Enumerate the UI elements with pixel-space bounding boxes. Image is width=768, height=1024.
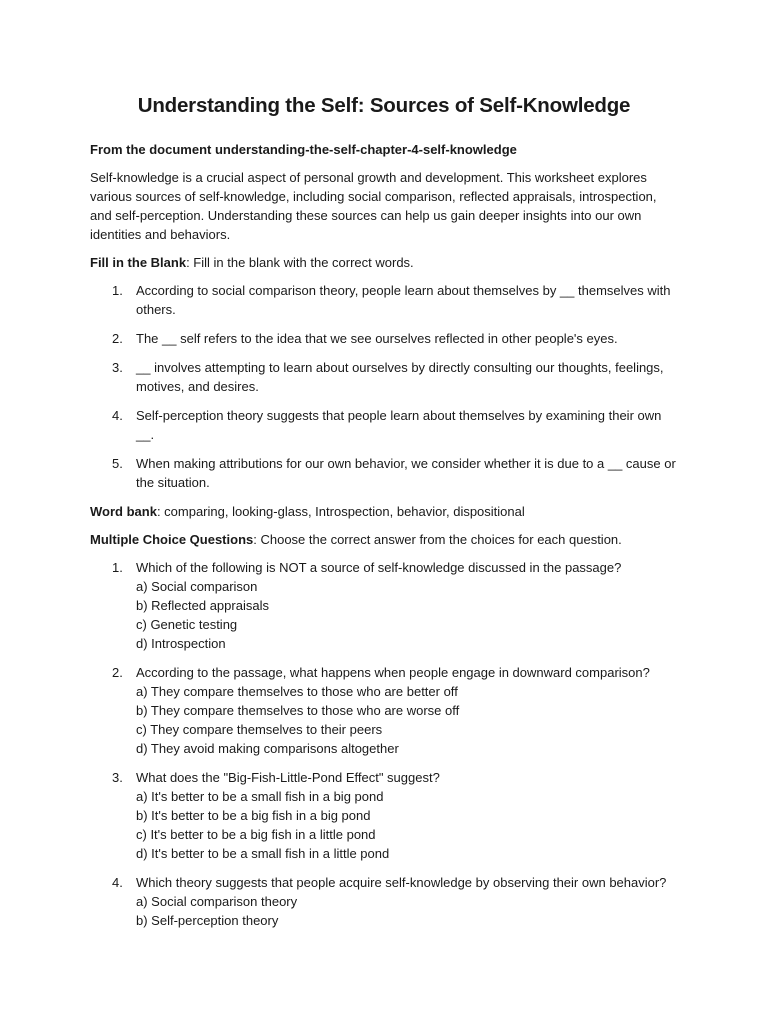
item-number: 4. [112, 408, 123, 423]
item-number: 4. [112, 875, 123, 890]
answer-option: b) Reflected appraisals [136, 598, 269, 613]
item-text: When making attributions for our own behavior, we consider whether it is due to a __ cause or the situation. [136, 456, 676, 490]
item-number: 2. [112, 331, 123, 346]
item-number: 3. [112, 770, 123, 785]
page-title: Understanding the Self: Sources of Self-Knowledge [137, 94, 631, 117]
mcq-list [90, 558, 678, 930]
question-text: Which theory suggests that people acquire self-knowledge by observing their own behavior? [136, 875, 667, 890]
fill-item [90, 406, 678, 444]
item-text: According to social comparison theory, people learn about themselves by __ themselves with others. [136, 283, 671, 317]
answer-option: d) Introspection [136, 636, 226, 651]
item-number: 1. [112, 283, 123, 298]
intro-paragraph: Self-knowledge is a crucial aspect of personal growth and development. This worksheet explores various sources of self-knowledge, including social comparison, reflected appraisals, introspection, and self-perception. Understanding these sources can help us gain deeper insights into our own identities and behaviors. [90, 170, 657, 242]
source-line: From the document understanding-the-self-chapter-4-self-knowledge [90, 142, 517, 157]
answer-option: b) Self-perception theory [136, 913, 279, 928]
fill-heading-label: Fill in the Blank [90, 255, 187, 270]
item-number: 1. [112, 560, 123, 575]
mcq-heading-label: Multiple Choice Questions [90, 532, 254, 547]
mcq-item [90, 768, 678, 863]
item-text: The __ self refers to the idea that we see ourselves reflected in other people's eyes. [136, 331, 618, 346]
answer-option: c) It's better to be a big fish in a little pond [136, 827, 376, 842]
answer-option: b) They compare themselves to those who are worse off [136, 703, 460, 718]
fill-item [90, 454, 678, 492]
answer-option: a) It's better to be a small fish in a big pond [136, 789, 384, 804]
answer-option: c) They compare themselves to their peers [136, 722, 383, 737]
mcq-section-heading [90, 530, 678, 549]
answer-option: d) It's better to be a small fish in a little pond [136, 846, 390, 861]
question-text: Which of the following is NOT a source of self-knowledge discussed in the passage? [136, 560, 622, 575]
answer-option: a) Social comparison [136, 579, 258, 594]
fill-blank-list [90, 281, 678, 492]
fill-item [90, 329, 678, 348]
item-number: 3. [112, 360, 123, 375]
mcq-item [90, 558, 678, 653]
item-number: 2. [112, 665, 123, 680]
mcq-item [90, 873, 678, 930]
question-text: According to the passage, what happens when people engage in downward comparison? [136, 665, 650, 680]
fill-item [90, 281, 678, 319]
item-number: 5. [112, 456, 123, 471]
mcq-instruction: : Choose the correct answer from the choices for each question. [253, 532, 622, 547]
item-text: __ involves attempting to learn about ourselves by directly consulting our thoughts, feelings, motives, and desires. [136, 360, 664, 394]
fill-item [90, 358, 678, 396]
mcq-item [90, 663, 678, 758]
answer-option: b) It's better to be a big fish in a big pond [136, 808, 371, 823]
item-text: Self-perception theory suggests that people learn about themselves by examining their own __. [136, 408, 662, 442]
answer-option: d) They avoid making comparisons altogether [136, 741, 399, 756]
question-text: What does the "Big-Fish-Little-Pond Effect" suggest? [136, 770, 440, 785]
answer-option: c) Genetic testing [136, 617, 238, 632]
fill-instruction: : Fill in the blank with the correct words. [186, 255, 414, 270]
word-bank-text: : comparing, looking-glass, Introspection, behavior, dispositional [156, 504, 525, 519]
fill-section-heading [90, 253, 678, 272]
answer-option: a) They compare themselves to those who are better off [136, 684, 458, 699]
word-bank [90, 502, 678, 521]
answer-option: a) Social comparison theory [136, 894, 298, 909]
word-bank-label: Word bank [90, 504, 157, 519]
